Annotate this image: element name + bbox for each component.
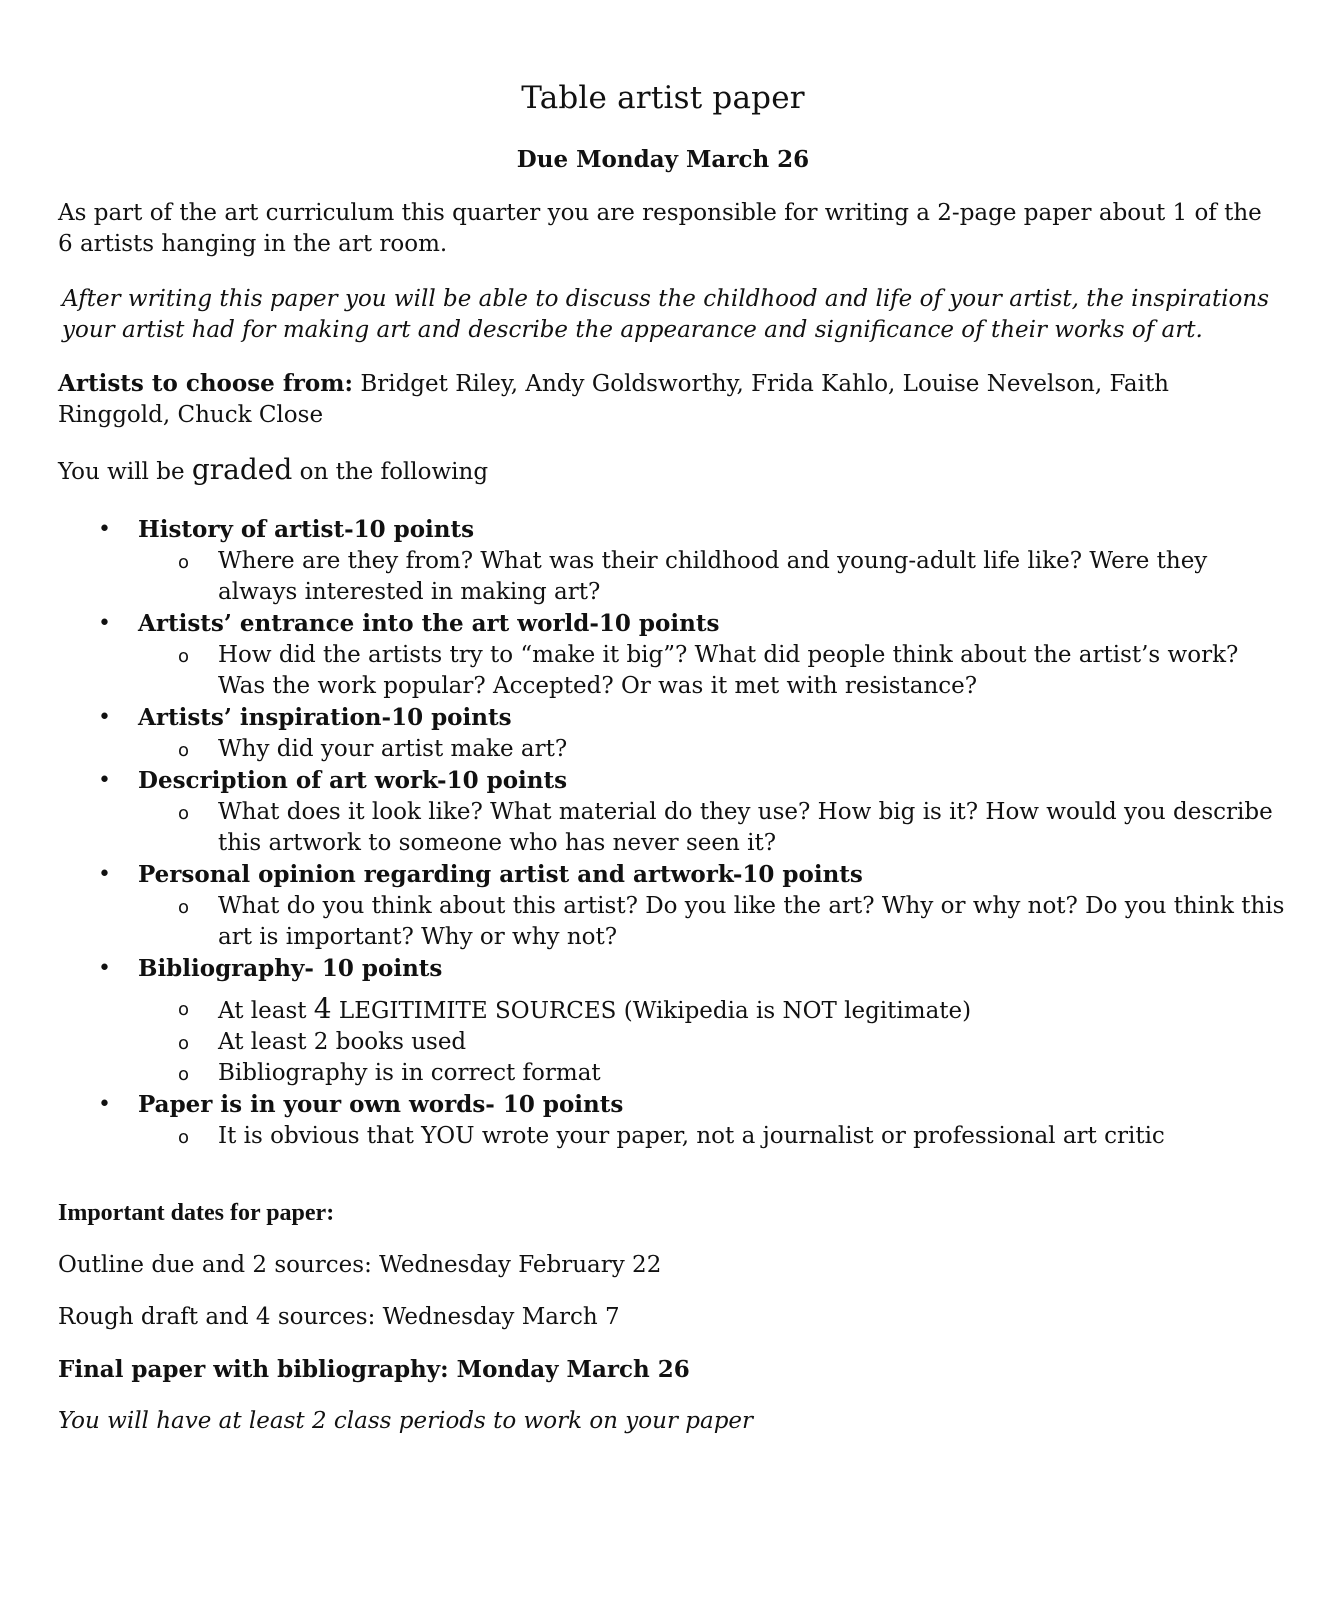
sub-item [58,993,1288,1027]
circle-bullet-icon: o [178,1127,190,1148]
sub-item [58,546,1288,608]
circle-bullet-icon: o [178,646,190,667]
important-dates-heading: Important dates for paper: [58,1200,335,1226]
intro-paragraph: As part of the art curriculum this quarter you are responsible for writing a 2-page paper about 1 of the 6 artists hanging in the art room. [58,200,1262,257]
sub-item-text: Why did your artist make art? [218,736,568,762]
sub-item [58,1027,1288,1058]
circle-bullet-icon: o [178,803,190,824]
criterion-entrance [58,608,1288,640]
sub-item [58,734,1288,765]
criterion-opinion [58,859,1288,891]
bullet-icon: • [98,611,111,636]
spacer [58,985,1288,993]
criterion-title: Artists’ inspiration-10 points [138,704,512,731]
circle-bullet-icon: o [178,1033,190,1054]
circle-bullet-icon: o [178,999,190,1020]
criterion-title: Paper is in your own words- 10 points [138,1091,624,1118]
bullet-icon: • [98,1092,111,1117]
criterion-title: Personal opinion regarding artist and artwork-10 points [138,861,863,888]
class-periods-note: You will have at least 2 class periods to work on your paper [58,1408,754,1434]
sources-prefix: At least [218,998,314,1024]
criterion-description [58,765,1288,797]
artists-paragraph [58,368,1278,431]
circle-bullet-icon: o [178,740,190,761]
sub-item [58,797,1288,859]
sources-suffix: LEGITIMITE SOURCES (Wikipedia is NOT legitimate) [331,998,972,1024]
bullet-icon: • [98,862,111,887]
due-date: Due Monday March 26 [516,146,810,173]
graded-suffix: on the following [292,459,489,485]
sources-number: 4 [313,992,332,1025]
criterion-title: Artists’ entrance into the art world-10 points [138,610,720,637]
circle-bullet-icon: o [178,552,190,573]
bullet-icon: • [98,956,111,981]
criterion-title: Description of art work-10 points [138,767,568,794]
artists-label: Artists to choose from: [58,370,354,397]
criterion-own-words [58,1089,1288,1121]
final-paper-date: Final paper with bibliography: Monday March 26 [58,1356,690,1383]
sub-item-text: What does it look like? What material do they use? How big is it? How would you describe this artwork to someone who has never seen it? [218,799,1273,856]
criterion-bibliography [58,953,1288,985]
criterion-history [58,514,1288,546]
sub-item [58,1058,1288,1089]
bullet-icon: • [98,768,111,793]
criterion-inspiration [58,702,1288,734]
criterion-title: History of artist-10 points [138,516,475,543]
criterion-title: Bibliography- 10 points [138,955,443,982]
graded-intro [58,454,1278,488]
graded-word: graded [191,453,293,486]
sub-item-text: At least 2 books used [218,1029,467,1055]
sub-item [58,891,1288,953]
grading-criteria-list [58,514,1288,1152]
sub-item [58,1121,1288,1152]
outline-due-date: Outline due and 2 sources: Wednesday February 22 [58,1252,662,1278]
document-title: Table artist paper [521,80,805,116]
rough-draft-date: Rough draft and 4 sources: Wednesday March 7 [58,1304,620,1330]
sub-item-text: It is obvious that YOU wrote your paper, not a journalist or professional art critic [218,1123,1165,1149]
artists-list: Bridget Riley, Andy Goldsworthy, Frida Kahlo, Louise Nevelson, Faith Ringgold, Chuck Close [58,371,1169,428]
sub-item-text: Where are they from? What was their childhood and young-adult life like? Were they always interested in making art? [218,548,1208,605]
bullet-icon: • [98,517,111,542]
graded-prefix: You will be [58,459,192,485]
circle-bullet-icon: o [178,897,190,918]
sub-item [58,640,1288,702]
objective-paragraph: After writing this paper you will be able to discuss the childhood and life of your artist, the inspirations your artist had for making art and describe the appearance and significance of their works of art. [62,286,1270,343]
sub-item-text: How did the artists try to “make it big”? What did people think about the artist’s work? Was the work popular? Accepted? Or was it met with resistance? [218,642,1239,699]
sub-item-text [218,993,1288,1027]
bullet-icon: • [98,705,111,730]
sub-item-text: Bibliography is in correct format [218,1060,601,1086]
circle-bullet-icon: o [178,1064,190,1085]
sub-item-text: What do you think about this artist? Do you like the art? Why or why not? Do you think this art is important? Why or why not? [218,893,1285,950]
